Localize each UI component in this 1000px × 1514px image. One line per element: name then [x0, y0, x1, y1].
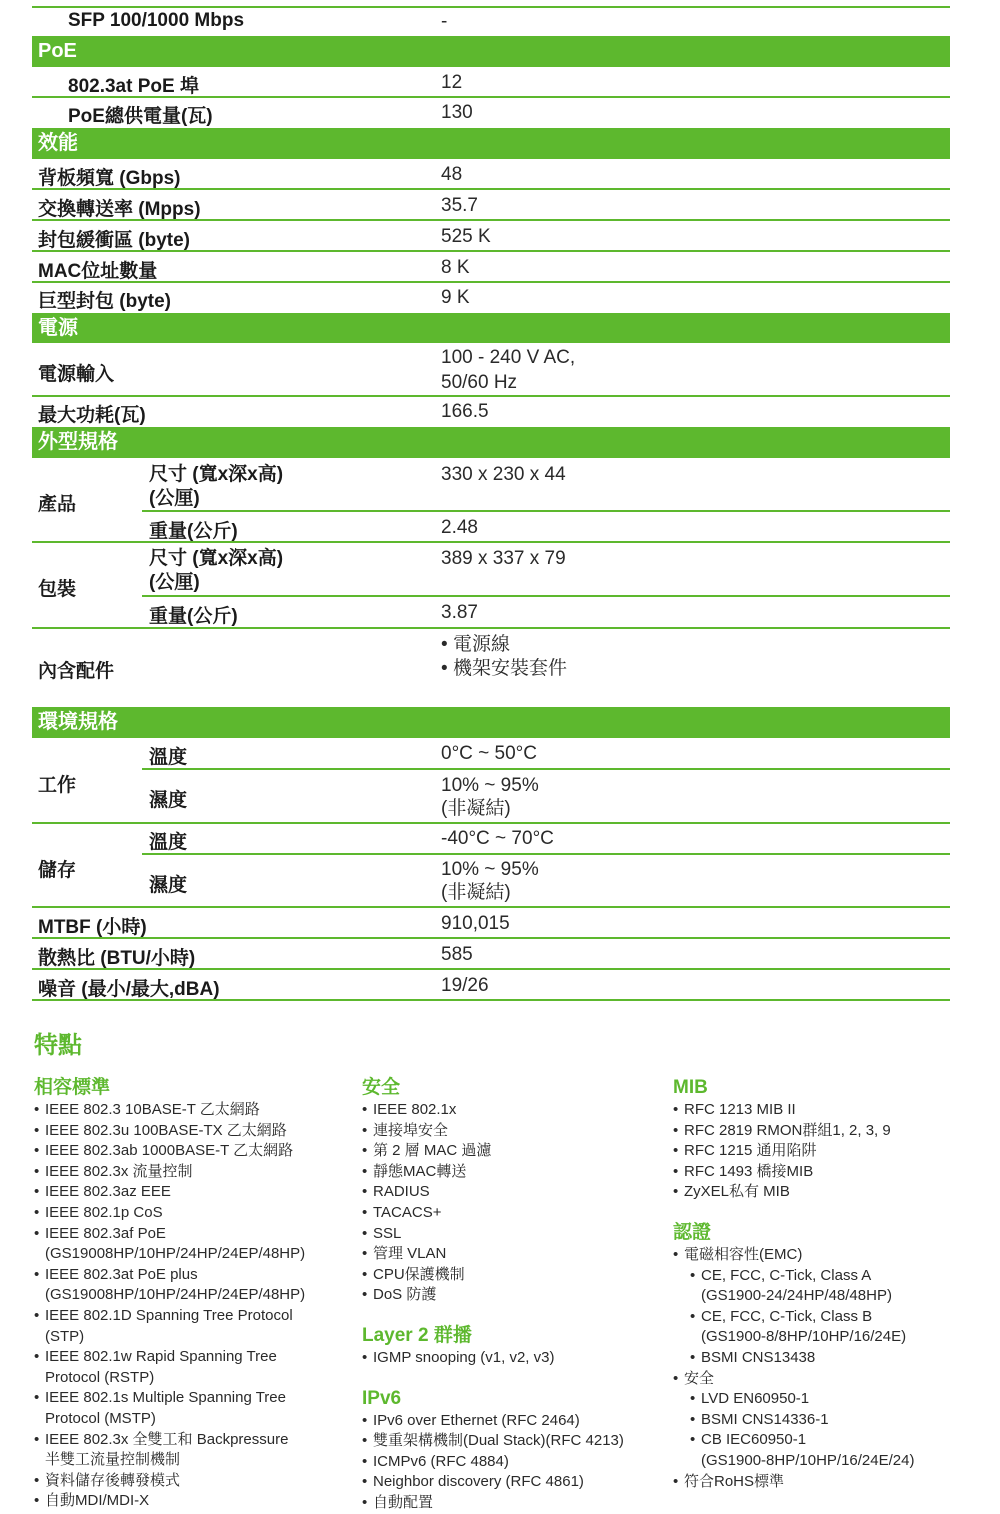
- list-item: [362, 1182, 652, 1203]
- divider: [32, 968, 950, 970]
- item-text: RADIUS: [373, 1183, 430, 1201]
- list-item: [673, 1369, 963, 1390]
- safety-sublist: [673, 1389, 963, 1471]
- item-text-line2: (STP): [45, 1327, 85, 1345]
- section-header-poe: PoE: [32, 36, 950, 67]
- list-item: [673, 1389, 963, 1410]
- section-header-power: 電源: [32, 313, 950, 343]
- list-item: [673, 1410, 963, 1431]
- package-weight-label: 重量(公斤): [149, 606, 238, 627]
- divider: [32, 822, 950, 824]
- ipv6-list: [362, 1411, 652, 1514]
- item-text: ICMPv6 (RFC 4884): [373, 1452, 509, 1470]
- noise-value: 19/26: [441, 975, 489, 996]
- st-temp-label: 溫度: [149, 832, 188, 853]
- poe-ports-label: 802.3at PoE 埠: [68, 76, 199, 97]
- list-item: [34, 1100, 344, 1121]
- item-text: LVD EN60950-1: [701, 1390, 810, 1408]
- noise-label: 噪音 (最小/最大,dBA): [38, 979, 220, 1000]
- list-item: [34, 1430, 344, 1471]
- product-weight-value: 2.48: [441, 517, 478, 538]
- list-item: [673, 1182, 963, 1203]
- spec-row-jumbo: [32, 283, 950, 313]
- item-text: 自動配置: [373, 1493, 434, 1511]
- op-temp-label: 溫度: [149, 747, 188, 768]
- mib-list: [673, 1100, 963, 1203]
- item-text: IEEE 802.3at PoE plus: [45, 1265, 198, 1283]
- section-header-environment: 環境規格: [32, 707, 950, 738]
- standards-list: [34, 1100, 344, 1512]
- item-text: SSL: [373, 1224, 402, 1242]
- poe-budget-value: 130: [441, 102, 473, 123]
- item-text: 自動MDI/MDI-X: [45, 1492, 150, 1510]
- power-input-value-line1: 100 - 240 V AC,: [441, 347, 576, 368]
- item-text: CPU保護機制: [373, 1265, 465, 1283]
- list-item: [362, 1265, 652, 1286]
- st-hum-value-line2: (非凝結): [441, 882, 511, 903]
- op-hum-value-line2: (非凝結): [441, 798, 511, 819]
- backplane-value: 48: [441, 164, 463, 185]
- list-item: [673, 1348, 963, 1369]
- item-text: RFC 1213 MIB II: [684, 1101, 796, 1118]
- item-text-line2: Protocol (RSTP): [45, 1368, 155, 1386]
- cert-title: 認證: [673, 1221, 712, 1243]
- divider: [32, 541, 950, 543]
- list-item: [34, 1224, 344, 1265]
- layer2-list: [362, 1348, 652, 1369]
- list-item: [673, 1472, 963, 1493]
- item-text: 符合RoHS標準: [684, 1472, 785, 1490]
- list-item: [362, 1244, 652, 1265]
- mtbf-value: 910,015: [441, 913, 510, 934]
- mib-column: [673, 1076, 963, 1492]
- top-border-row: [32, 0, 950, 8]
- op-hum-value-line1: 10% ~ 95%: [441, 775, 539, 796]
- list-item: [362, 1162, 652, 1183]
- sfp-label: SFP 100/1000 Mbps: [68, 10, 245, 31]
- divider: [142, 768, 950, 770]
- spec-row-poe-ports: [32, 67, 950, 98]
- security-column: [362, 1076, 652, 1514]
- accessories-label: 內含配件: [38, 661, 115, 682]
- spec-row-power-input: [32, 343, 950, 397]
- power-input-label: 電源輸入: [38, 364, 115, 385]
- spec-row-buffer: [32, 221, 950, 252]
- list-item: [362, 1285, 652, 1306]
- item-text: RFC 1493 橋接MIB: [684, 1162, 814, 1180]
- item-text: IPv6 over Ethernet (RFC 2464): [373, 1411, 580, 1429]
- list-item: [673, 1245, 963, 1266]
- item-text: 安全: [684, 1369, 715, 1387]
- list-item: [362, 1100, 652, 1121]
- list-item: [362, 1141, 652, 1162]
- item-text: ZyXEL私有 MIB: [684, 1183, 790, 1201]
- list-item: [362, 1493, 652, 1514]
- accessory-text: 機架安裝套件: [452, 658, 567, 679]
- st-hum-label: 濕度: [149, 875, 188, 896]
- st-temp-value: -40°C ~ 70°C: [441, 828, 554, 849]
- spec-row-poe-budget: [32, 98, 950, 128]
- security-title: 安全: [362, 1077, 401, 1098]
- security-list: [362, 1100, 652, 1306]
- section-header-performance: 效能: [32, 128, 950, 159]
- item-text: IEEE 802.3ab 1000BASE-T 乙太網路: [45, 1142, 294, 1160]
- package-dim-value: 389 x 337 x 79: [441, 548, 566, 569]
- operating-label: 工作: [38, 775, 77, 796]
- ipv6-title: IPv6: [362, 1387, 402, 1409]
- list-item: [34, 1141, 344, 1162]
- max-power-label: 最大功耗(瓦): [38, 405, 146, 426]
- buffer-value: 525 K: [441, 226, 491, 247]
- divider: [32, 937, 950, 939]
- spec-row-backplane: [32, 159, 950, 190]
- list-item: [34, 1203, 344, 1224]
- mac-label: MAC位址數量: [38, 261, 158, 282]
- backplane-label: 背板頻寬 (Gbps): [38, 168, 181, 189]
- item-text-line2: (GS19008HP/10HP/24HP/24EP/48HP): [45, 1286, 306, 1304]
- mib-title: MIB: [673, 1077, 708, 1098]
- power-input-value-line2: 50/60 Hz: [441, 372, 518, 393]
- list-item: [34, 1491, 344, 1512]
- list-item: [673, 1430, 963, 1471]
- spec-row-mac: [32, 252, 950, 283]
- layer2-title: Layer 2 群播: [362, 1324, 472, 1346]
- list-item: [362, 1452, 652, 1473]
- list-item: [673, 1266, 963, 1307]
- list-item: [362, 1224, 652, 1245]
- item-text-line2: (GS1900-8/8HP/10HP/16/24E): [701, 1328, 907, 1346]
- poe-budget-label: PoE總供電量(瓦): [68, 106, 213, 127]
- list-item: [362, 1431, 652, 1452]
- item-text: CB IEC60950-1: [701, 1431, 807, 1449]
- product-dim-label-line1: 尺寸 (寬x深x高): [149, 464, 284, 485]
- sfp-value: -: [441, 11, 448, 32]
- jumbo-value: 9 K: [441, 287, 470, 308]
- jumbo-label: 巨型封包 (byte): [38, 291, 172, 312]
- item-text: CE, FCC, C-Tick, Class B: [701, 1307, 873, 1325]
- features-title: 特點: [34, 1032, 82, 1059]
- item-text: BSMI CNS13438: [701, 1348, 816, 1366]
- item-text: RFC 1215 通用陷阱: [684, 1142, 817, 1160]
- emc-sublist: [673, 1266, 963, 1369]
- list-item: [673, 1162, 963, 1183]
- mac-value: 8 K: [441, 257, 470, 278]
- divider: [142, 510, 950, 512]
- cert-list: [673, 1472, 963, 1493]
- item-text: CE, FCC, C-Tick, Class A: [701, 1266, 872, 1284]
- product-weight-label: 重量(公斤): [149, 521, 238, 542]
- list-item: [673, 1307, 963, 1348]
- item-text: IEEE 802.1D Spanning Tree Protocol: [45, 1306, 293, 1324]
- item-text: RFC 2819 RMON群組1, 2, 3, 9: [684, 1121, 891, 1139]
- cert-list: [673, 1245, 963, 1266]
- standards-column: [34, 1076, 344, 1512]
- list-item: [362, 1348, 652, 1369]
- item-text: IEEE 802.1s Multiple Spanning Tree: [45, 1389, 286, 1407]
- max-power-value: 166.5: [441, 401, 489, 422]
- op-hum-label: 濕度: [149, 790, 188, 811]
- list-item: [673, 1100, 963, 1121]
- item-text: IEEE 802.3x 全雙工和 Backpressure: [45, 1430, 289, 1448]
- product-label: 產品: [38, 494, 77, 515]
- list-item: [34, 1162, 344, 1183]
- item-text: IGMP snooping (v1, v2, v3): [373, 1348, 555, 1366]
- list-item: [362, 1121, 652, 1142]
- item-text: DoS 防護: [373, 1286, 437, 1304]
- item-text: 電磁相容性(EMC): [684, 1245, 803, 1263]
- list-item: [34, 1388, 344, 1429]
- buffer-label: 封包緩衝區 (byte): [38, 230, 191, 251]
- package-weight-value: 3.87: [441, 602, 478, 623]
- divider: [32, 999, 950, 1001]
- item-text: IEEE 802.3 10BASE-T 乙太網路: [45, 1101, 260, 1118]
- heat-label: 散熱比 (BTU/小時): [38, 948, 196, 969]
- list-item: [362, 1203, 652, 1224]
- item-text-line2: 半雙工流量控制機制: [45, 1451, 181, 1469]
- accessory-text: 電源線: [452, 634, 510, 655]
- item-text: 第 2 層 MAC 過濾: [373, 1142, 492, 1160]
- item-text: 靜態MAC轉送: [373, 1162, 467, 1180]
- list-item: [34, 1471, 344, 1492]
- accessory-item: • 電源線: [441, 634, 510, 655]
- list-item: [362, 1472, 652, 1493]
- divider: [142, 853, 950, 855]
- item-text-line2: (GS1900-24/24HP/48/48HP): [701, 1287, 892, 1305]
- cert-list: [673, 1369, 963, 1390]
- item-text-line2: Protocol (MSTP): [45, 1409, 156, 1427]
- spec-row-max-power: [32, 397, 950, 427]
- item-text: IEEE 802.3u 100BASE-TX 乙太網路: [45, 1121, 287, 1139]
- st-hum-value-line1: 10% ~ 95%: [441, 859, 539, 880]
- poe-ports-value: 12: [441, 72, 463, 93]
- package-dim-label-line2: (公厘): [149, 572, 200, 593]
- divider: [32, 906, 950, 908]
- standards-title: 相容標準: [34, 1077, 111, 1098]
- list-item: [34, 1306, 344, 1347]
- list-item: [362, 1411, 652, 1432]
- section-header-physical: 外型規格: [32, 427, 950, 458]
- item-text: IEEE 802.1x: [373, 1101, 457, 1118]
- item-text: IEEE 802.3af PoE: [45, 1224, 166, 1242]
- list-item: [34, 1182, 344, 1203]
- item-text-line2: (GS19008HP/10HP/24HP/24EP/48HP): [45, 1245, 306, 1263]
- item-text: IEEE 802.1p CoS: [45, 1203, 163, 1221]
- op-temp-value: 0°C ~ 50°C: [441, 743, 537, 764]
- item-text: 管理 VLAN: [373, 1245, 447, 1263]
- list-item: [34, 1347, 344, 1388]
- package-dim-label-line1: 尺寸 (寬x深x高): [149, 548, 284, 569]
- product-dim-label-line2: (公厘): [149, 488, 200, 509]
- item-text: BSMI CNS14336-1: [701, 1410, 829, 1428]
- item-text-line2: (GS1900-8HP/10HP/16/24E/24): [701, 1451, 915, 1469]
- list-item: [34, 1121, 344, 1142]
- package-label: 包裝: [38, 579, 77, 600]
- item-text: IEEE 802.3az EEE: [45, 1183, 171, 1201]
- forwarding-value: 35.7: [441, 195, 478, 216]
- item-text: Neighbor discovery (RFC 4861): [373, 1473, 584, 1491]
- forwarding-label: 交換轉送率 (Mpps): [38, 199, 201, 220]
- storage-label: 儲存: [38, 860, 77, 881]
- spec-row-forwarding: [32, 190, 950, 221]
- item-text: 雙重架構機制(Dual Stack)(RFC 4213): [373, 1432, 624, 1450]
- item-text: 連接埠安全: [373, 1121, 449, 1139]
- list-item: [673, 1121, 963, 1142]
- mtbf-label: MTBF (小時): [38, 917, 147, 938]
- item-text: IEEE 802.3x 流量控制: [45, 1162, 193, 1180]
- item-text: 資料儲存後轉發模式: [45, 1471, 181, 1489]
- divider: [142, 595, 950, 597]
- item-text: TACACS+: [373, 1203, 442, 1221]
- list-item: [673, 1141, 963, 1162]
- accessory-item: • 機架安裝套件: [441, 658, 567, 679]
- item-text: IEEE 802.1w Rapid Spanning Tree: [45, 1348, 277, 1366]
- spec-row-sfp: [32, 8, 950, 36]
- heat-value: 585: [441, 944, 473, 965]
- product-dim-value: 330 x 230 x 44: [441, 464, 566, 485]
- divider: [32, 627, 950, 629]
- list-item: [34, 1265, 344, 1306]
